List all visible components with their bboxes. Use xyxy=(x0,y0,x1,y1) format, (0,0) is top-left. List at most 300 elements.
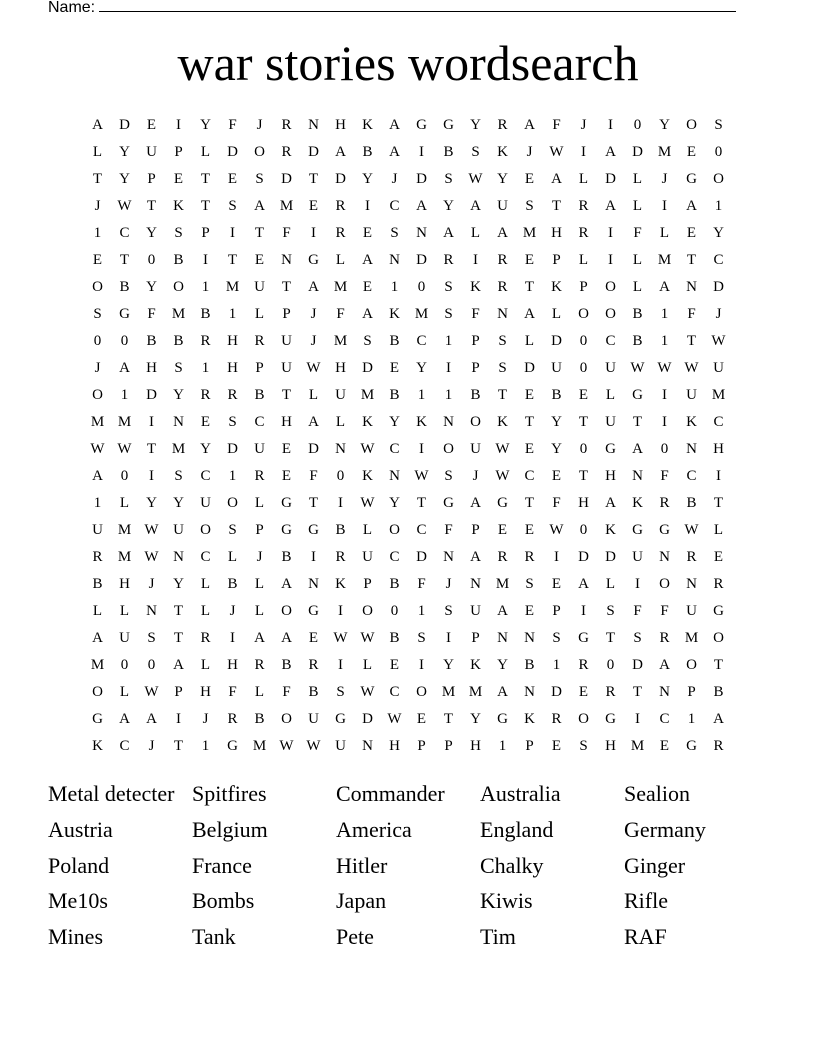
grid-letter[interactable]: R xyxy=(659,495,670,511)
grid-letter[interactable]: W xyxy=(117,198,132,214)
grid-letter[interactable]: D xyxy=(551,333,562,349)
grid-letter[interactable]: N xyxy=(416,225,427,241)
grid-letter[interactable]: 0 xyxy=(633,117,642,133)
grid-letter[interactable]: Y xyxy=(200,441,211,457)
grid-letter[interactable]: 1 xyxy=(228,468,237,484)
grid-letter[interactable]: I xyxy=(149,468,154,484)
grid-letter[interactable]: O xyxy=(281,711,292,727)
grid-letter[interactable]: W xyxy=(657,360,672,376)
grid-letter[interactable]: W xyxy=(279,738,294,754)
grid-letter[interactable]: N xyxy=(308,576,319,592)
grid-letter[interactable]: 0 xyxy=(120,333,129,349)
grid-letter[interactable]: F xyxy=(336,306,345,322)
grid-letter[interactable]: W xyxy=(387,711,402,727)
grid-letter[interactable]: E xyxy=(254,252,265,268)
grid-letter[interactable]: I xyxy=(662,387,667,403)
grid-letter[interactable]: B xyxy=(335,522,346,538)
grid-letter[interactable]: J xyxy=(526,144,533,160)
grid-letter[interactable]: Y xyxy=(119,171,130,187)
grid-letter[interactable]: A xyxy=(173,657,184,673)
grid-letter[interactable]: B xyxy=(389,576,400,592)
grid-letter[interactable]: L xyxy=(605,576,616,592)
grid-letter[interactable]: L xyxy=(713,522,724,538)
grid-letter[interactable]: W xyxy=(144,684,159,700)
grid-letter[interactable]: S xyxy=(579,738,588,754)
grid-letter[interactable]: T xyxy=(632,684,643,700)
grid-letter[interactable]: F xyxy=(660,468,669,484)
grid-letter[interactable]: D xyxy=(416,171,427,187)
grid-letter[interactable]: E xyxy=(227,171,238,187)
grid-letter[interactable]: I xyxy=(662,414,667,430)
grid-letter[interactable]: G xyxy=(281,495,292,511)
grid-letter[interactable]: Y xyxy=(146,279,157,295)
grid-letter[interactable]: T xyxy=(146,198,157,214)
grid-letter[interactable]: 1 xyxy=(444,333,453,349)
grid-letter[interactable]: O xyxy=(659,576,670,592)
grid-letter[interactable]: F xyxy=(309,468,318,484)
grid-letter[interactable]: U xyxy=(281,333,292,349)
grid-letter[interactable]: P xyxy=(201,225,210,241)
grid-letter[interactable]: P xyxy=(552,603,561,619)
grid-letter[interactable]: H xyxy=(335,360,346,376)
grid-letter[interactable]: G xyxy=(443,495,454,511)
grid-letter[interactable]: W xyxy=(549,522,564,538)
grid-letter[interactable]: T xyxy=(119,252,130,268)
grid-letter[interactable]: R xyxy=(497,252,508,268)
grid-letter[interactable]: 1 xyxy=(444,387,453,403)
grid-letter[interactable]: K xyxy=(173,198,184,214)
grid-letter[interactable]: U xyxy=(713,360,724,376)
grid-letter[interactable]: P xyxy=(363,576,372,592)
grid-letter[interactable]: N xyxy=(659,549,670,565)
grid-letter[interactable]: T xyxy=(713,657,724,673)
grid-letter[interactable]: L xyxy=(659,225,670,241)
grid-letter[interactable]: U xyxy=(254,279,265,295)
grid-letter[interactable]: L xyxy=(470,225,481,241)
grid-letter[interactable]: M xyxy=(90,414,105,430)
grid-letter[interactable]: 1 xyxy=(687,711,696,727)
grid-letter[interactable]: 1 xyxy=(201,279,210,295)
grid-letter[interactable]: E xyxy=(686,144,697,160)
grid-letter[interactable]: P xyxy=(471,522,480,538)
grid-letter[interactable]: P xyxy=(471,333,480,349)
grid-letter[interactable]: W xyxy=(144,522,159,538)
grid-letter[interactable]: S xyxy=(444,279,453,295)
grid-letter[interactable]: L xyxy=(632,171,643,187)
grid-letter[interactable]: S xyxy=(714,117,723,133)
grid-letter[interactable]: M xyxy=(252,738,267,754)
grid-letter[interactable]: E xyxy=(362,225,373,241)
grid-letter[interactable]: I xyxy=(149,414,154,430)
grid-letter[interactable]: C xyxy=(119,738,130,754)
grid-letter[interactable]: W xyxy=(144,549,159,565)
grid-letter[interactable]: E xyxy=(200,414,211,430)
grid-letter[interactable]: G xyxy=(605,441,616,457)
grid-letter[interactable]: O xyxy=(389,522,400,538)
grid-letter[interactable]: W xyxy=(90,441,105,457)
grid-letter[interactable]: S xyxy=(363,333,372,349)
grid-letter[interactable]: N xyxy=(524,684,535,700)
grid-letter[interactable]: M xyxy=(468,684,483,700)
grid-letter[interactable]: T xyxy=(416,495,427,511)
grid-letter[interactable]: C xyxy=(200,549,211,565)
grid-letter[interactable]: A xyxy=(524,306,535,322)
grid-letter[interactable]: F xyxy=(471,306,480,322)
grid-letter[interactable]: J xyxy=(229,603,236,619)
grid-letter[interactable]: H xyxy=(119,576,130,592)
grid-letter[interactable]: S xyxy=(228,414,237,430)
grid-letter[interactable]: P xyxy=(174,144,183,160)
grid-letter[interactable]: A xyxy=(389,117,400,133)
grid-letter[interactable]: R xyxy=(254,657,265,673)
grid-letter[interactable]: J xyxy=(580,117,587,133)
grid-letter[interactable]: E xyxy=(389,657,400,673)
grid-letter[interactable]: M xyxy=(171,441,186,457)
grid-letter[interactable]: Y xyxy=(551,441,562,457)
grid-letter[interactable]: W xyxy=(684,522,699,538)
grid-letter[interactable]: A xyxy=(119,711,130,727)
grid-letter[interactable]: M xyxy=(684,630,699,646)
grid-letter[interactable]: E xyxy=(686,225,697,241)
grid-letter[interactable]: G xyxy=(659,522,670,538)
grid-letter[interactable]: F xyxy=(228,117,237,133)
grid-letter[interactable]: L xyxy=(200,603,211,619)
grid-letter[interactable]: N xyxy=(173,549,184,565)
grid-letter[interactable]: G xyxy=(227,738,238,754)
grid-letter[interactable]: N xyxy=(686,441,697,457)
grid-letter[interactable]: O xyxy=(92,279,103,295)
grid-letter[interactable]: D xyxy=(632,144,643,160)
grid-letter[interactable]: O xyxy=(578,711,589,727)
grid-letter[interactable]: T xyxy=(146,441,157,457)
grid-letter[interactable]: T xyxy=(200,171,211,187)
grid-letter[interactable]: B xyxy=(632,333,643,349)
grid-letter[interactable]: K xyxy=(362,414,373,430)
grid-letter[interactable]: R xyxy=(443,252,454,268)
grid-letter[interactable]: K xyxy=(605,522,616,538)
grid-letter[interactable]: T xyxy=(173,630,184,646)
grid-letter[interactable]: D xyxy=(605,171,616,187)
grid-letter[interactable]: A xyxy=(632,441,643,457)
grid-letter[interactable]: S xyxy=(390,225,399,241)
grid-letter[interactable]: U xyxy=(254,441,265,457)
grid-letter[interactable]: K xyxy=(551,279,562,295)
grid-letter[interactable]: E xyxy=(389,360,400,376)
grid-letter[interactable]: M xyxy=(711,387,726,403)
grid-letter[interactable]: W xyxy=(306,738,321,754)
grid-letter[interactable]: D xyxy=(308,441,319,457)
grid-letter[interactable]: W xyxy=(360,630,375,646)
grid-letter[interactable]: M xyxy=(117,414,132,430)
grid-letter[interactable]: E xyxy=(281,441,292,457)
grid-letter[interactable]: Y xyxy=(713,225,724,241)
grid-letter[interactable]: E xyxy=(524,387,535,403)
grid-letter[interactable]: O xyxy=(713,630,724,646)
grid-letter[interactable]: S xyxy=(174,468,183,484)
grid-letter[interactable]: Y xyxy=(659,117,670,133)
grid-letter[interactable]: L xyxy=(119,495,130,511)
grid-letter[interactable]: 0 xyxy=(120,657,129,673)
grid-letter[interactable]: E xyxy=(524,522,535,538)
grid-letter[interactable]: A xyxy=(335,144,346,160)
grid-letter[interactable]: P xyxy=(525,738,534,754)
grid-letter[interactable]: Y xyxy=(443,657,454,673)
grid-letter[interactable]: T xyxy=(308,171,319,187)
grid-letter[interactable]: B xyxy=(524,657,535,673)
grid-letter[interactable]: O xyxy=(362,603,373,619)
grid-letter[interactable]: F xyxy=(147,306,156,322)
grid-letter[interactable]: R xyxy=(713,576,724,592)
grid-letter[interactable]: S xyxy=(498,333,507,349)
grid-letter[interactable]: R xyxy=(281,144,292,160)
grid-letter[interactable]: I xyxy=(311,225,316,241)
grid-letter[interactable]: L xyxy=(254,603,265,619)
grid-letter[interactable]: R xyxy=(92,549,103,565)
grid-letter[interactable]: 0 xyxy=(147,657,156,673)
grid-letter[interactable]: E xyxy=(281,468,292,484)
grid-letter[interactable]: I xyxy=(338,495,343,511)
grid-letter[interactable]: W xyxy=(495,441,510,457)
grid-letter[interactable]: N xyxy=(146,603,157,619)
grid-letter[interactable]: W xyxy=(549,144,564,160)
grid-letter[interactable]: H xyxy=(227,360,238,376)
grid-letter[interactable]: U xyxy=(335,387,346,403)
grid-letter[interactable]: F xyxy=(282,684,291,700)
grid-letter[interactable]: L xyxy=(200,144,211,160)
grid-letter[interactable]: S xyxy=(498,360,507,376)
grid-letter[interactable]: I xyxy=(581,603,586,619)
grid-letter[interactable]: O xyxy=(686,657,697,673)
grid-letter[interactable]: D xyxy=(335,171,346,187)
grid-letter[interactable]: E xyxy=(92,252,103,268)
grid-letter[interactable]: R xyxy=(254,468,265,484)
grid-letter[interactable]: S xyxy=(417,630,426,646)
grid-letter[interactable]: A xyxy=(605,198,616,214)
grid-letter[interactable]: Y xyxy=(362,171,373,187)
grid-letter[interactable]: B xyxy=(389,630,400,646)
grid-letter[interactable]: 1 xyxy=(93,225,102,241)
grid-letter[interactable]: I xyxy=(365,198,370,214)
grid-letter[interactable]: H xyxy=(713,441,724,457)
grid-letter[interactable]: J xyxy=(310,333,317,349)
grid-letter[interactable]: T xyxy=(254,225,265,241)
grid-letter[interactable]: D xyxy=(524,360,535,376)
grid-letter[interactable]: G xyxy=(308,522,319,538)
grid-letter[interactable]: C xyxy=(389,549,400,565)
grid-letter[interactable]: M xyxy=(495,576,510,592)
grid-letter[interactable]: S xyxy=(606,603,615,619)
grid-letter[interactable]: W xyxy=(306,360,321,376)
grid-letter[interactable]: M xyxy=(360,387,375,403)
grid-letter[interactable]: L xyxy=(605,387,616,403)
grid-letter[interactable]: R xyxy=(497,549,508,565)
grid-letter[interactable]: K xyxy=(470,279,481,295)
grid-letter[interactable]: R xyxy=(200,333,211,349)
grid-letter[interactable]: B xyxy=(281,549,292,565)
grid-letter[interactable]: M xyxy=(414,306,429,322)
grid-letter[interactable]: S xyxy=(444,468,453,484)
grid-letter[interactable]: B xyxy=(470,387,481,403)
grid-letter[interactable]: A xyxy=(605,495,616,511)
grid-letter[interactable]: P xyxy=(687,684,696,700)
grid-letter[interactable]: E xyxy=(551,468,562,484)
grid-letter[interactable]: M xyxy=(333,279,348,295)
grid-letter[interactable]: J xyxy=(661,171,668,187)
grid-letter[interactable]: E xyxy=(578,684,589,700)
grid-letter[interactable]: D xyxy=(416,252,427,268)
grid-letter[interactable]: B xyxy=(686,495,697,511)
grid-letter[interactable]: W xyxy=(117,441,132,457)
grid-letter[interactable]: B xyxy=(713,684,724,700)
grid-letter[interactable]: D xyxy=(605,549,616,565)
grid-letter[interactable]: I xyxy=(635,576,640,592)
grid-letter[interactable]: S xyxy=(471,144,480,160)
grid-letter[interactable]: U xyxy=(281,360,292,376)
grid-letter[interactable]: B xyxy=(389,333,400,349)
grid-letter[interactable]: F xyxy=(552,117,561,133)
grid-letter[interactable]: K xyxy=(632,495,643,511)
grid-letter[interactable]: J xyxy=(391,171,398,187)
grid-letter[interactable]: A xyxy=(254,630,265,646)
grid-letter[interactable]: G xyxy=(281,522,292,538)
grid-letter[interactable]: D xyxy=(227,441,238,457)
grid-letter[interactable]: B xyxy=(173,333,184,349)
grid-letter[interactable]: L xyxy=(200,576,211,592)
grid-letter[interactable]: K xyxy=(92,738,103,754)
grid-letter[interactable]: R xyxy=(713,738,724,754)
grid-letter[interactable]: I xyxy=(338,657,343,673)
grid-letter[interactable]: O xyxy=(713,171,724,187)
grid-letter[interactable]: A xyxy=(659,279,670,295)
grid-letter[interactable]: B xyxy=(632,306,643,322)
grid-letter[interactable]: A xyxy=(254,198,265,214)
grid-letter[interactable]: N xyxy=(686,279,697,295)
grid-letter[interactable]: C xyxy=(659,711,670,727)
grid-letter[interactable]: S xyxy=(93,306,102,322)
grid-letter[interactable]: P xyxy=(255,360,264,376)
grid-letter[interactable]: J xyxy=(472,468,479,484)
grid-letter[interactable]: 1 xyxy=(660,333,669,349)
grid-letter[interactable]: A xyxy=(470,495,481,511)
grid-letter[interactable]: Y xyxy=(416,360,427,376)
grid-letter[interactable]: A xyxy=(92,630,103,646)
grid-letter[interactable]: 1 xyxy=(660,306,669,322)
grid-letter[interactable]: G xyxy=(713,603,724,619)
grid-letter[interactable]: D xyxy=(146,387,157,403)
grid-letter[interactable]: J xyxy=(310,306,317,322)
grid-letter[interactable]: C xyxy=(389,684,400,700)
grid-letter[interactable]: D xyxy=(281,171,292,187)
grid-letter[interactable]: B xyxy=(551,387,562,403)
grid-letter[interactable]: K xyxy=(497,414,508,430)
grid-letter[interactable]: U xyxy=(308,711,319,727)
grid-letter[interactable]: C xyxy=(254,414,265,430)
grid-letter[interactable]: N xyxy=(389,468,400,484)
grid-letter[interactable]: B xyxy=(389,387,400,403)
grid-letter[interactable]: T xyxy=(524,414,535,430)
grid-letter[interactable]: H xyxy=(146,360,157,376)
grid-letter[interactable]: O xyxy=(92,387,103,403)
grid-letter[interactable]: C xyxy=(416,522,427,538)
grid-letter[interactable]: D xyxy=(713,279,724,295)
grid-letter[interactable]: L xyxy=(227,549,238,565)
grid-letter[interactable]: D xyxy=(362,360,373,376)
grid-letter[interactable]: T xyxy=(686,252,697,268)
grid-letter[interactable]: T xyxy=(686,333,697,349)
grid-letter[interactable]: R xyxy=(578,225,589,241)
grid-letter[interactable]: W xyxy=(360,495,375,511)
grid-letter[interactable]: L xyxy=(578,171,589,187)
grid-letter[interactable]: Y xyxy=(173,495,184,511)
grid-letter[interactable]: U xyxy=(470,603,481,619)
grid-letter[interactable]: S xyxy=(552,630,561,646)
grid-letter[interactable]: N xyxy=(497,306,508,322)
grid-letter[interactable]: F xyxy=(633,603,642,619)
grid-letter[interactable]: G xyxy=(632,387,643,403)
grid-letter[interactable]: Y xyxy=(443,198,454,214)
grid-letter[interactable]: G xyxy=(497,711,508,727)
grid-letter[interactable]: D xyxy=(119,117,130,133)
grid-letter[interactable]: I xyxy=(581,144,586,160)
grid-letter[interactable]: R xyxy=(497,117,508,133)
name-underline[interactable] xyxy=(99,0,736,12)
grid-letter[interactable]: A xyxy=(713,711,724,727)
grid-letter[interactable]: T xyxy=(281,279,292,295)
grid-letter[interactable]: N xyxy=(632,468,643,484)
grid-letter[interactable]: I xyxy=(419,657,424,673)
grid-letter[interactable]: O xyxy=(686,117,697,133)
grid-letter[interactable]: F xyxy=(633,225,642,241)
grid-letter[interactable]: N xyxy=(389,252,400,268)
grid-letter[interactable]: G xyxy=(605,711,616,727)
grid-letter[interactable]: O xyxy=(254,144,265,160)
grid-letter[interactable]: 0 xyxy=(606,657,615,673)
grid-letter[interactable]: Y xyxy=(200,117,211,133)
grid-letter[interactable]: T xyxy=(578,414,589,430)
grid-letter[interactable]: I xyxy=(554,549,559,565)
grid-letter[interactable]: B xyxy=(146,333,157,349)
grid-letter[interactable]: G xyxy=(443,117,454,133)
grid-letter[interactable]: U xyxy=(362,549,373,565)
grid-letter[interactable]: O xyxy=(416,684,427,700)
grid-letter[interactable]: C xyxy=(389,441,400,457)
grid-letter[interactable]: N xyxy=(362,738,373,754)
grid-letter[interactable]: B xyxy=(173,252,184,268)
grid-letter[interactable]: K xyxy=(389,306,400,322)
grid-letter[interactable]: Y xyxy=(119,144,130,160)
grid-letter[interactable]: S xyxy=(633,630,642,646)
grid-letter[interactable]: W xyxy=(684,360,699,376)
grid-letter[interactable]: R xyxy=(308,657,319,673)
grid-letter[interactable]: 0 xyxy=(579,441,588,457)
grid-letter[interactable]: U xyxy=(146,144,157,160)
grid-letter[interactable]: J xyxy=(148,576,155,592)
grid-letter[interactable]: G xyxy=(686,171,697,187)
grid-letter[interactable]: K xyxy=(497,144,508,160)
grid-letter[interactable]: S xyxy=(525,576,534,592)
grid-letter[interactable]: 0 xyxy=(579,522,588,538)
grid-letter[interactable]: A xyxy=(497,684,508,700)
grid-letter[interactable]: T xyxy=(200,198,211,214)
grid-letter[interactable]: H xyxy=(389,738,400,754)
grid-letter[interactable]: T xyxy=(308,495,319,511)
grid-letter[interactable]: G xyxy=(497,495,508,511)
grid-letter[interactable]: N xyxy=(335,441,346,457)
grid-letter[interactable]: 1 xyxy=(417,603,426,619)
grid-letter[interactable]: A xyxy=(281,576,292,592)
grid-letter[interactable]: L xyxy=(92,144,103,160)
grid-letter[interactable]: P xyxy=(579,279,588,295)
